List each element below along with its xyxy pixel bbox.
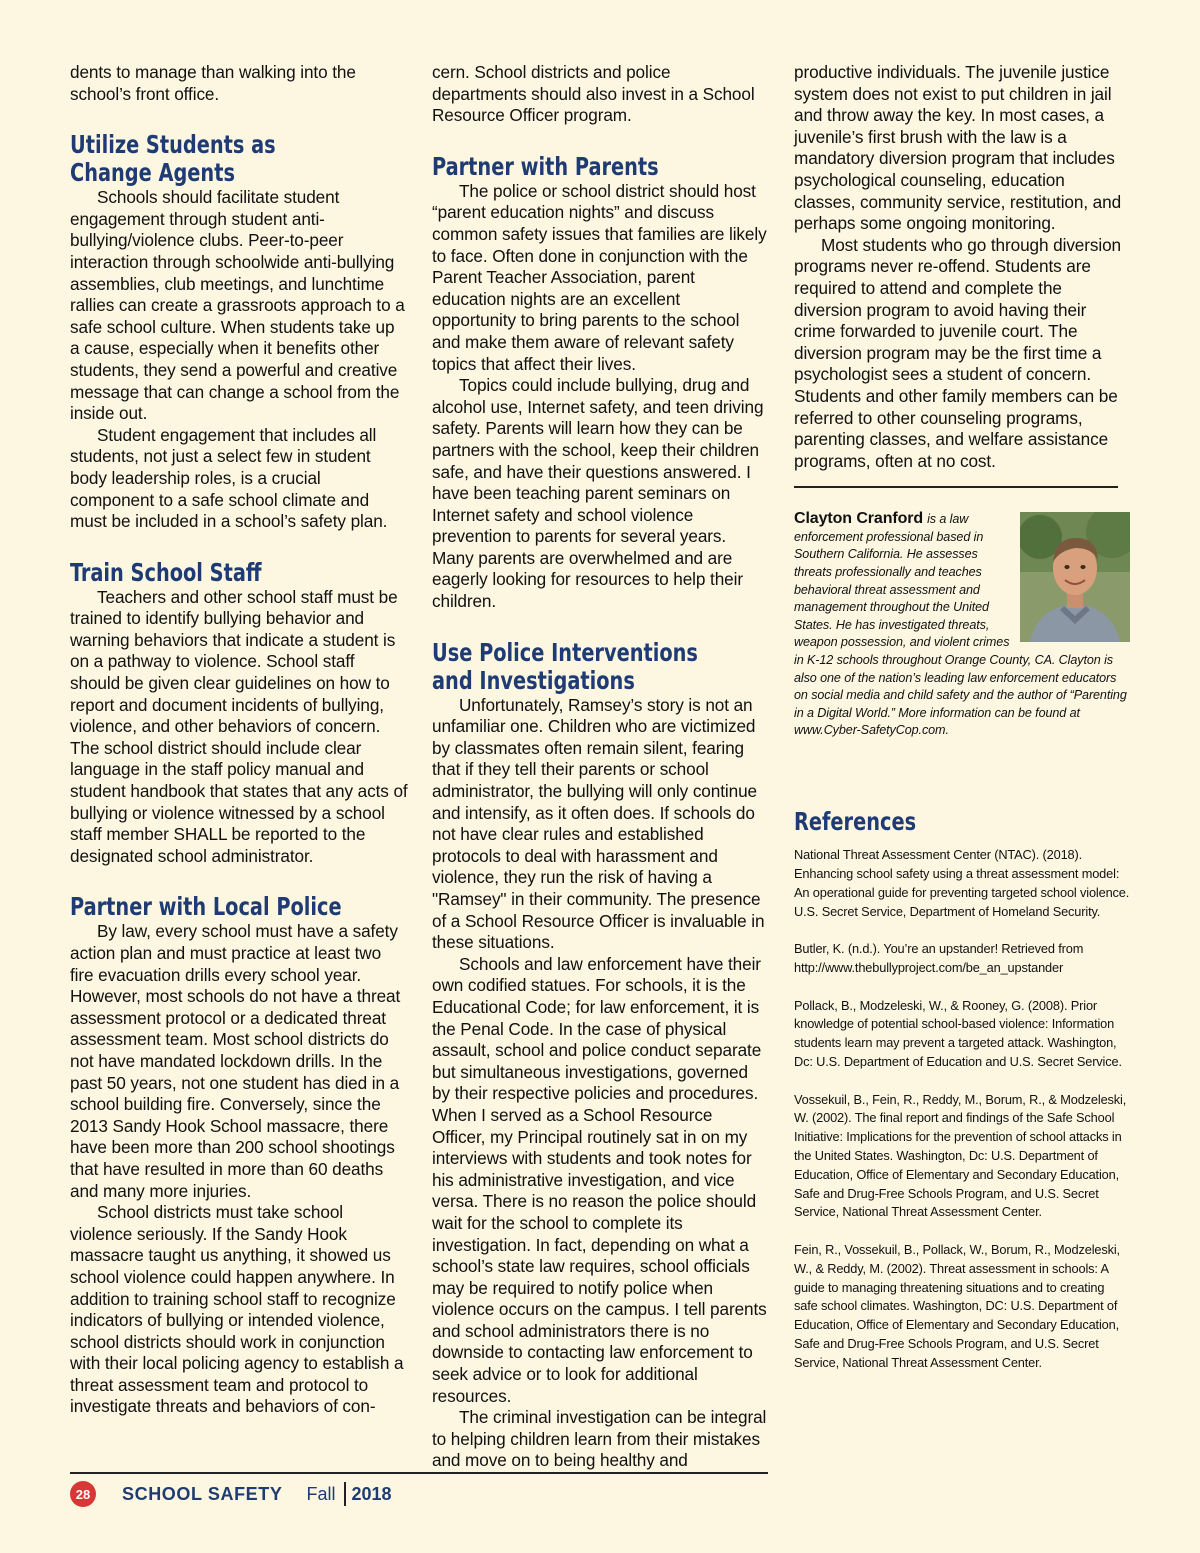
footer-divider — [344, 1482, 346, 1506]
section-heading-parents: Partner with Parents — [432, 151, 659, 181]
body-paragraph: The police or school district should host “parent education nights” and discuss common safety issues that families are likely to face. Often done in conjunction with the Parent Teacher Association, parent education nights are an excellent opportunity to bring parents to the school and make them aware of relevant safety topics that affect their lives. — [432, 180, 767, 374]
column-left — [70, 62, 408, 1418]
section-heading-police: Partner with Local Police — [70, 892, 342, 922]
author-bio-text: is a law enforcement professional based in Southern California. He assesses threats professionally and teaches behavioral threat assessment and management throughout the United States. He has investigated threats, weapon possession, and violent crimes in K-12 schools throughout Orange County, CA. Clayton is also one of the nation’s leading law enforcement educators on social media and child safety and the author of “Parenting in a Digital World.” More information can be found at www.Cyber-SafetyCop.com. — [794, 512, 1127, 738]
body-paragraph: Topics could include bullying, drug and alcohol use, Internet safety, and teen driving safety. Parents will learn how they can be partners with the school, keep their children safe, and have their questions answered. I have been teaching parent seminars on Internet safety and school violence prevention to parents for several years. Many parents are overwhelmed and are eagerly looking for resources to help their children. — [432, 375, 764, 612]
section-heading-interventions: Use Police Interventions and Investigations — [432, 637, 698, 695]
section-divider — [794, 486, 1118, 488]
references-list — [794, 846, 1130, 1372]
footer-rule — [70, 1472, 768, 1474]
reference-item: National Threat Assessment Center (NTAC). (2018). Enhancing school safety using a threat assessment model: An operational guide for preventing targeted school violence. U.S. Secret Service, Department of Homeland Security. — [794, 847, 1130, 919]
issue-year: 2018 — [351, 1483, 392, 1504]
author-name: Clayton Cranford — [794, 510, 924, 528]
body-paragraph: Teachers and other school staff must be trained to identify bullying behavior and warning behaviors that indicate a student is on a pathway to violence. School staff should be given clear guidelines on how to report and document incidents of bullying, violence, and other behaviors of concern. The school district should include clear language in the staff policy manual and student handbook that states that any acts of bullying or violence witnessed by a school staff member SHALL be reported to the designated school administrator. — [70, 586, 408, 866]
page-footer — [70, 1481, 392, 1507]
column-middle — [432, 62, 768, 1472]
reference-item: Fein, R., Vossekuil, B., Pollack, W., Borum, R., Modzeleski, W., & Reddy, M. (2002). Threat assessment in schools: A guide to managing threatening situations and to creating safe school climates. Washington, DC: U.S. Department of Education, Office of Elementary and Secondary Education, Safe and Drug-Free Schools Program, and U.S. Secret Service, National Threat Assessment Center. — [794, 1242, 1120, 1370]
reference-item: Butler, K. (n.d.). You’re an upstander! Retrieved from http://www.thebullyproject.com/be_an_upstander — [794, 941, 1084, 976]
body-paragraph: Student engagement that includes all students, not just a select few in student body leadership roles, is a crucial component to a safe school climate and must be included in a school’s safety plan. — [70, 424, 388, 532]
body-paragraph: Schools and law enforcement have their own codified statues. For schools, it is the Educational Code; for law enforcement, it is the Penal Code. In the case of physical assault, school and police conduct separate but simultaneous investigations, governed by their respective policies and procedures. When I served as a School Resource Officer, my Principal routinely sat in on my interviews with students and took notes for his administrative investigation, and vice versa. There is no reason the police should wait for the school to complete its investigation. In fact, depending on what a school’s state law requires, school officials may be required to notify police when violence occurs on the campus. I tell parents and school administrators there is no downside to contacting law enforcement to seek advice or to look for additional resources. — [432, 953, 767, 1406]
section-heading-students: Utilize Students as Change Agents — [70, 130, 276, 188]
references-heading: References — [794, 807, 917, 837]
body-paragraph: The criminal investigation can be integral to helping children learn from their mistakes and move on to being healthy and — [432, 1407, 767, 1471]
magazine-title: SCHOOL SAFETY — [122, 1483, 283, 1504]
body-paragraph: School districts must take school violence seriously. If the Sandy Hook massacre taught us anything, it showed us school violence could happen anywhere. In addition to training school staff to recognize indicators of bullying or intended violence, school districts should work in conjunction with their local policing agency to establish a threat assessment team and protocol to investigate threats and behaviors of con- — [70, 1202, 404, 1417]
reference-item: Vossekuil, B., Fein, R., Reddy, M., Borum, R., & Modzeleski, W. (2002). The final report and findings of the Safe School Initiative: Implications for the prevention of school attacks in the United States. Washington, Dc: U.S. Department of Education, Office of Elementary and Secondary Education, Safe and Drug-Free Schools Program, and U.S. Secret Service, National Threat Assessment Center. — [794, 1091, 1127, 1220]
column-right — [794, 62, 1130, 1391]
section-heading-staff: Train School Staff — [70, 557, 262, 587]
body-paragraph: Most students who go through diversion programs never re-offend. Students are required to attend and complete the diversion program to avoid having their crime forwarded to juvenile court. The diversion program may be the first time a psychologist sees a student of concern. Students and other family members can be referred to other counseling programs, parenting classes, and welfare assistance programs, often at no cost. — [794, 234, 1122, 471]
body-paragraph: By law, every school must have a safety action plan and must practice at least two fire evacuation drills every school year. However, most schools do not have a threat assessment protocol or a dedicated threat assessment team. Most school districts do not have mandated lockdown drills. In the past 50 years, not one student has died in a school building fire. Conversely, since the 2013 Sandy Hook School massacre, there have been more than 200 school shootings that have resulted in more than 60 deaths and many more injuries. — [70, 921, 401, 1201]
body-paragraph: Unfortunately, Ramsey’s story is not an unfamiliar one. Children who are victimized by classmates often remain silent, fearing that if they tell their parents or school administrator, the bullying will only continue and intensify, as it often does. If schools do not have clear rules and established protocols to deal with harassment and violence, they run the risk of having a "Ramsey" in their community. The presence of a School Resource Officer is invaluable in these situations. — [432, 694, 765, 953]
body-paragraph: cern. School districts and police departments should also invest in a School Resource Officer program. — [432, 62, 755, 126]
author-bio-box — [794, 510, 1130, 760]
reference-item: Pollack, B., Modzeleski, W., & Rooney, G. (2008). Prior knowledge of potential school-based violence: Information students learn may prevent a targeted attack. Washington, Dc: U.S. Department of Education and U.S. Secret Service. — [794, 997, 1122, 1070]
author-photo — [1020, 512, 1130, 642]
page-number-badge: 28 — [70, 1481, 96, 1507]
body-paragraph: Schools should facilitate student engagement through student anti-bullying/violence clubs. Peer-to-peer interaction through schoolwide anti-bullying assemblies, club meetings, and lunchtime rallies can create a grassroots approach to a safe school culture. When students take up a cause, especially when it benefits other students, they send a powerful and creative message that can change a school from the inside out. — [70, 187, 405, 424]
issue-season: Fall — [306, 1483, 336, 1504]
body-paragraph: productive individuals. The juvenile justice system does not exist to put children in jail and throw away the key. In most cases, a juvenile’s first brush with the law is a mandatory diversion program that includes psychological counseling, education classes, community service, restitution, and perhaps some ongoing monitoring. — [794, 62, 1122, 234]
body-paragraph: dents to manage than walking into the school’s front office. — [70, 62, 356, 104]
